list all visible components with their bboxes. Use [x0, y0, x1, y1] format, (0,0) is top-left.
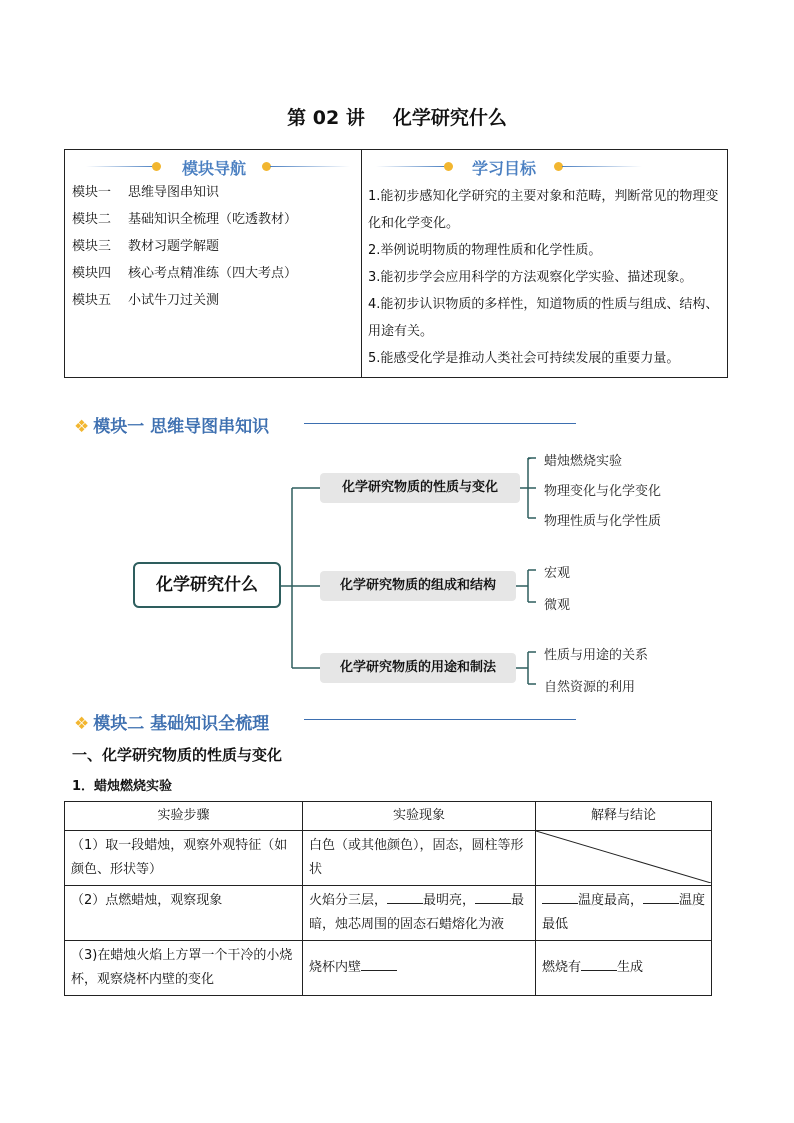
experiment-table [64, 801, 712, 996]
lecture-name: 化学研究什么 [392, 107, 507, 129]
nav-item[interactable]: 模块一 思维导图串知识 [72, 185, 220, 200]
goals-list [368, 183, 722, 372]
heading-level1: 一、化学研究物质的性质与变化 [72, 746, 283, 764]
diamond-icon: ❖ [74, 417, 90, 437]
answer-blank[interactable] [361, 970, 397, 971]
heading-level2: 1．蜡烛燃烧实验 [72, 779, 173, 794]
mindmap-branch: 化学研究物质的性质与变化 [320, 473, 520, 503]
table-row [65, 831, 712, 886]
mindmap-leaf: 物理变化与化学变化 [544, 484, 662, 499]
phenomenon-cell: 烧杯内壁 [302, 941, 535, 996]
column-header: 解释与结论 [535, 802, 711, 831]
goal-item: 2.举例说明物质的物理性质和化学性质。 [368, 243, 602, 258]
section-header: ❖ 模块二 基础知识全梳理 [74, 714, 270, 734]
mindmap-leaf: 物理性质与化学性质 [544, 514, 662, 529]
nav-header: 模块导航 [181, 159, 246, 178]
header-rule-right [270, 166, 350, 167]
answer-blank[interactable] [475, 903, 511, 904]
nav-item[interactable]: 模块四 核心考点精准练（四大考点） [72, 266, 298, 281]
header-rule-left [376, 166, 446, 167]
diamond-icon: ❖ [74, 714, 90, 734]
mindmap-leaf: 微观 [544, 598, 571, 613]
answer-blank[interactable] [643, 903, 679, 904]
mindmap-leaf: 自然资源的利用 [544, 680, 636, 695]
conclusion-cell: 温度最高， 温度最低 [535, 886, 711, 941]
slashed-cell [535, 831, 711, 886]
goal-item: 3.能初步学会应用科学的方法观察化学实验、描述现象。 [368, 270, 693, 285]
column-divider [361, 150, 362, 377]
section-rule [304, 719, 576, 720]
table-row [65, 941, 712, 996]
nav-item[interactable]: 模块五 小试牛刀过关测 [72, 293, 220, 308]
step-cell: （1）取一段蜡烛，观察外观特征（如颜色、形状等） [65, 831, 303, 886]
goal-item: 1.能初步感知化学研究的主要对象和范畴，判断常见的物理变化和化学变化。 [368, 189, 719, 231]
answer-blank[interactable] [581, 970, 617, 971]
lecture-number: 第 02 讲 [287, 107, 365, 129]
dot-icon [444, 162, 453, 171]
table-row [65, 886, 712, 941]
page-title [0, 103, 794, 130]
nav-item[interactable]: 模块二 基础知识全梳理（吃透教材） [72, 212, 298, 227]
diagonal-slash [536, 831, 711, 883]
phenomenon-cell: 白色（或其他颜色），固态，圆柱等形状 [302, 831, 535, 886]
step-cell: （3)在蜡烛火焰上方罩一个干冷的小烧杯，观察烧杯内壁的变化 [65, 941, 303, 996]
table-header-row [65, 802, 712, 831]
header-rule-right [562, 166, 642, 167]
step-cell: （2）点燃蜡烛，观察现象 [65, 886, 303, 941]
phenomenon-cell: 火焰分三层， 最明亮， 最暗，烛芯周围的固态石蜡熔化为液 [302, 886, 535, 941]
mindmap-branch: 化学研究物质的用途和制法 [320, 653, 516, 683]
column-header: 实验步骤 [65, 802, 303, 831]
mindmap-leaf: 性质与用途的关系 [544, 648, 649, 663]
goal-item: 4.能初步认识物质的多样性，知道物质的性质与组成、结构、用途有关。 [368, 297, 719, 339]
goal-item: 5.能感受化学是推动人类社会可持续发展的重要力量。 [368, 351, 680, 366]
conclusion-cell: 燃烧有 生成 [535, 941, 711, 996]
goals-header: 学习目标 [471, 159, 536, 178]
nav-item[interactable]: 模块三 教材习题学解题 [72, 239, 220, 254]
dot-icon [152, 162, 161, 171]
answer-blank[interactable] [387, 903, 423, 904]
mindmap-leaf: 宏观 [544, 566, 571, 581]
mindmap-root: 化学研究什么 [133, 562, 281, 608]
header-rule-left [86, 166, 156, 167]
section-rule [304, 423, 576, 424]
answer-blank[interactable] [542, 903, 578, 904]
column-header: 实验现象 [302, 802, 535, 831]
mindmap-branch: 化学研究物质的组成和结构 [320, 571, 516, 601]
mindmap-leaf: 蜡烛燃烧实验 [544, 454, 623, 469]
section-header: ❖ 模块一 思维导图串知识 [74, 417, 270, 437]
